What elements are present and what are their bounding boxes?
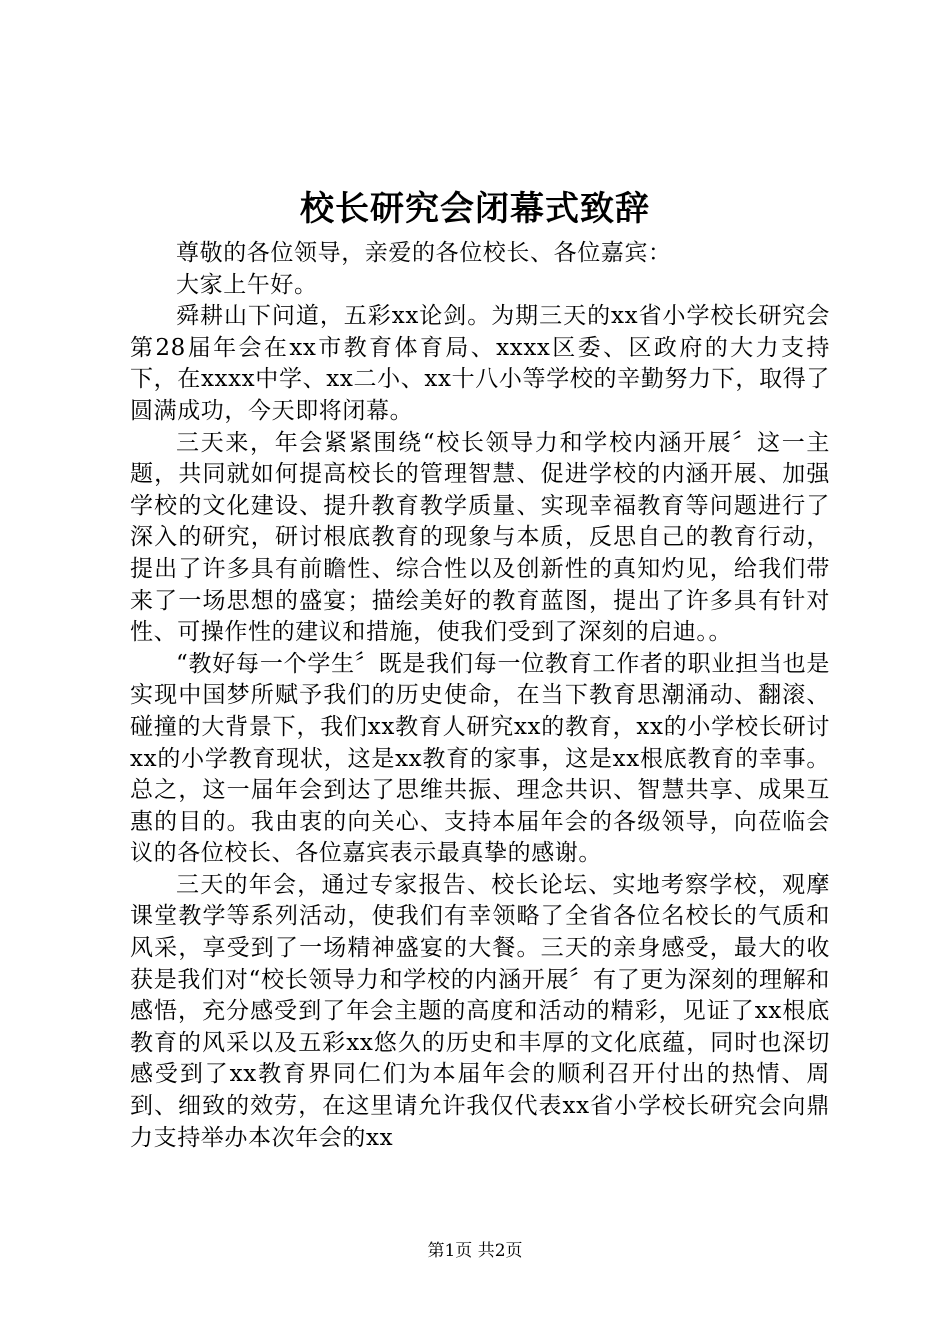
- paragraph-opening: 舜耕山下问道，五彩xx论剑。为期三天的xx省小学校长研究会第28届年会在xx市教育体育局、xxxx区委、区政府的大力支持下，在xxxx中学、xx二小、xx十八小等学校的辛勤努力下，取得了圆满成功，今天即将闭幕。: [130, 303, 830, 424]
- paragraph-theme: 三天来，年会紧紧围绕“校长领导力和学校内涵开展〞这一主题，共同就如何提高校长的管理智慧、促进学校的内涵开展、加强学校的文化建设、提升教育教学质量、实现幸福教育等问题进行了深入的研究，研讨根底教育的现象与本质，反思自己的教育行动，提出了许多具有前瞻性、综合性以及创新性的真知灼见，给我们带来了一场思想的盛宴；描绘美好的教育蓝图，提出了许多具有针对性、可操作性的建议和措施，使我们受到了深刻的启迪。。: [130, 429, 830, 646]
- paragraph-mission: “教好每一个学生〞既是我们每一位教育工作者的职业担当也是实现中国梦所赋予我们的历史使命，在当下教育思潮涌动、翻滚、碰撞的大背景下，我们xx教育人研究xx的教育，xx的小学校长研讨xx的小学教育现状，这是xx教育的家事，这是xx根底教育的幸事。总之，这一届年会到达了思维共振、理念共识、智慧共享、成果互惠的目的。我由衷的向关心、支持本届年会的各级领导，向莅临会议的各位校长、各位嘉宾表示最真挚的感谢。: [130, 650, 830, 867]
- paragraph-salutation: 尊敬的各位领导，亲爱的各位校长、各位嘉宾：: [176, 240, 672, 266]
- document-body: [130, 238, 830, 1154]
- paragraph-greeting: 大家上午好。: [176, 271, 318, 298]
- paragraph-summary: 三天的年会，通过专家报告、校长论坛、实地考察学校，观摩课堂教学等系列活动，使我们有幸领略了全省各位名校长的气质和风采，享受到了一场精神盛宴的大餐。三天的亲身感受，最大的收获是我们对“校长领导力和学校的内涵开展〞有了更为深刻的理解和感悟，充分感受到了年会主题的高度和活动的精彩，见证了xx根底教育的风采以及五彩xx悠久的历史和丰厚的文化底蕴，同时也深切感受到了xx教育界同仁们为本届年会的顺利召开付出的热情、周到、细致的效劳，在这里请允许我仅代表xx省小学校长研究会向鼎力支持举办本次年会的xx: [130, 871, 830, 1151]
- document-title: 校长研究会闭幕式致辞: [300, 189, 650, 229]
- page-footer: 第1页 共2页: [427, 1241, 523, 1261]
